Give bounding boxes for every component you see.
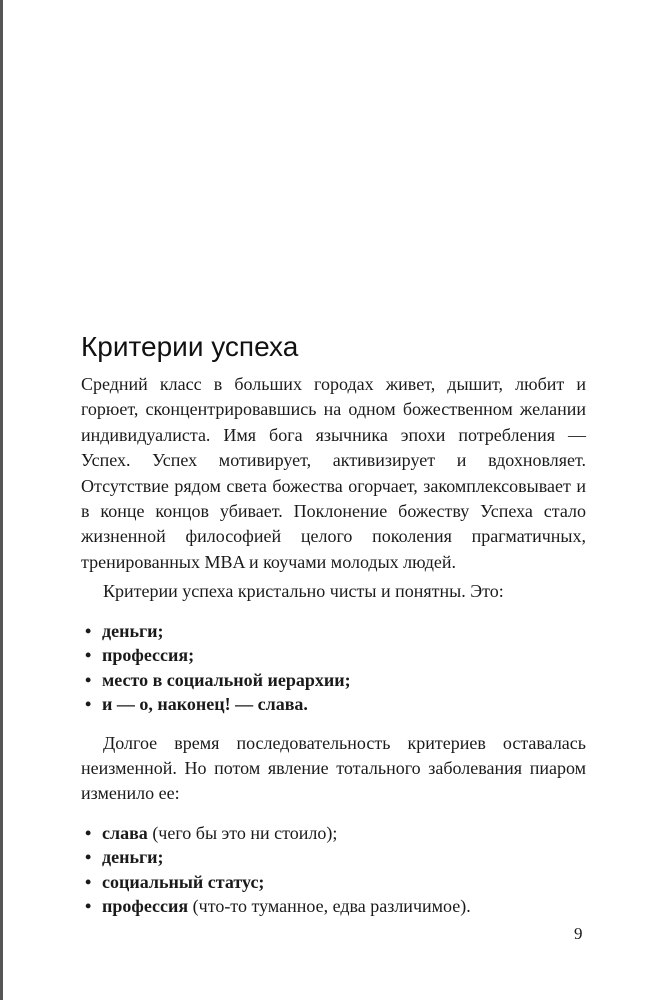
criteria-list xyxy=(81,619,586,717)
bullet-icon: • xyxy=(85,847,92,868)
list-item: • профессия (что-то туманное, едва различимое). xyxy=(85,894,586,919)
bullet-icon: • xyxy=(85,822,92,843)
paragraph: Критерии успеха кристально чисты и понятны. Это: xyxy=(103,581,504,602)
list-item: • социальный статус; xyxy=(85,870,586,895)
list-item: • деньги; xyxy=(85,845,586,870)
list-item: • деньги; xyxy=(85,619,586,644)
list-item: • место в социальной иерархии; xyxy=(85,668,586,693)
bullet-icon: • xyxy=(85,896,92,917)
bullet-icon: • xyxy=(85,645,92,666)
page-number: 9 xyxy=(574,924,583,943)
bullet-icon: • xyxy=(85,620,92,641)
page-content xyxy=(81,330,586,933)
paragraph: Долгое время последовательность критериев оставалась неизменной. Но потом явление тотального заболевания пиаром изменило ее: xyxy=(81,732,586,804)
list-item: • и — о, наконец! — слава. xyxy=(85,692,586,717)
list-item: • профессия; xyxy=(85,643,586,668)
page-edge xyxy=(0,0,3,1000)
changed-criteria-list xyxy=(81,821,586,919)
bullet-icon: • xyxy=(85,871,92,892)
bullet-icon: • xyxy=(85,669,92,690)
list-item: • слава (чего бы это ни стоило); xyxy=(85,821,586,846)
section-heading: Критерии успеха xyxy=(81,331,299,362)
bullet-icon: • xyxy=(85,694,92,715)
paragraph: Средний класс в больших городах живет, дышит, любит и горюет, сконцентрировавшись на одном божественном желании индивидуалиста. Имя бога язычника эпохи потребления — Успех. Успех мотивирует, активизирует и вдохновляет. Отсутствие рядом света божества огорчает, закомплексовывает и в конце концов убивает. Поклонение божеству Успеха стало жизненной философией целого поколения прагматичных, тренированных MBA и коучами молодых людей. xyxy=(81,374,586,572)
